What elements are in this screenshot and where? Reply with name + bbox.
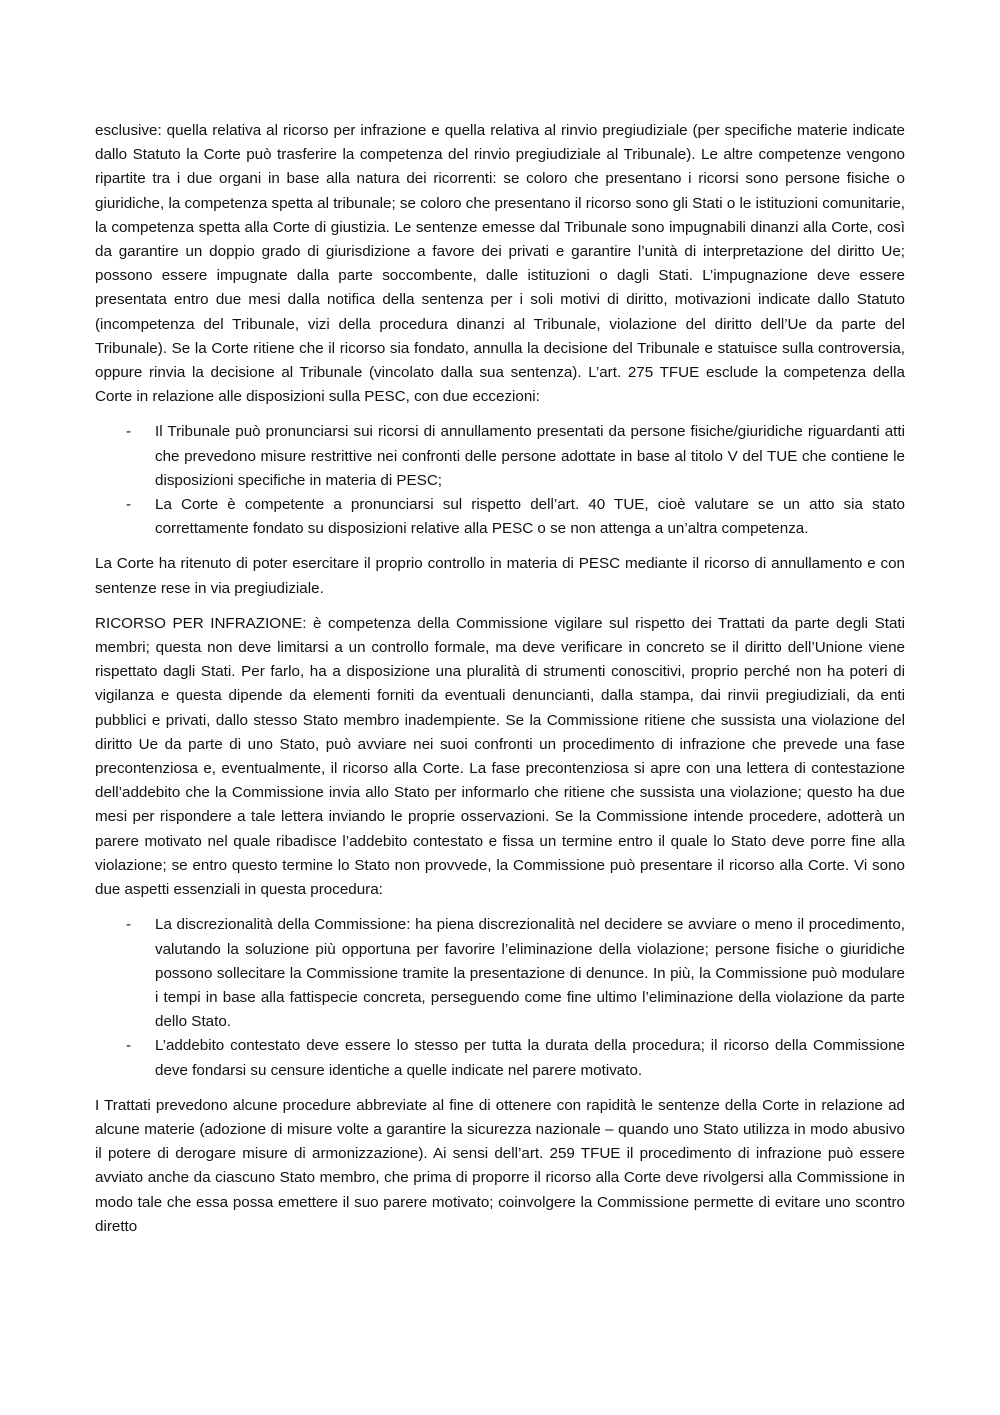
bullet-dash: - <box>126 496 132 514</box>
list-item-text: La discrezionalità della Commissione: ha piena discrezionalità nel decidere se avviare o meno il procedimento, valutando la soluzione più opportuna per favorire l’eliminazione della violazione; persone fisiche o giuridiche possono sollecitare la Commissione tramite la presentazione di denunce. In più, la Commissione può modulare i tempi in base alla fattispecie concreta, perseguendo come fine ultimo l’eliminazione della violazione da parte dello Stato. <box>155 916 905 1031</box>
list-item <box>95 420 905 493</box>
paragraph-ricorso-infrazione: RICORSO PER INFRAZIONE: è competenza della Commissione vigilare sul rispetto dei Trattati da parte degli Stati membri; questa non deve limitarsi a un controllo formale, ma deve verificare in concreto se il diritto dell’Unione viene rispettato dagli Stati. Per farlo, ha a disposizione una pluralità di strumenti conoscitivi, proprio perché non ha poteri di vigilanza e questa dipende da elementi forniti da eventuali denuncianti, dalla stampa, dai rinvii pregiudiziali, da enti pubblici e privati, dallo stesso Stato membro inadempiente. Se la Commissione ritiene che sussista una violazione del diritto Ue da parte di uno Stato, può avviare nei suoi confronti un procedimento di infrazione che prevede una fase precontenziosa e, eventualmente, il ricorso alla Corte. La fase precontenziosa si apre con una lettera di contestazione dell’addebito che la Commissione invia allo Stato per informarlo che ritiene che sussista una violazione; questo ha due mesi per rispondere a tale lettera inviando le proprie osservazioni. Se la Commissione intende procedere, adotterà un parere motivato nel quale ribadisce l’addebito contestato e fissa un termine entro il quale lo Stato deve porre fine alla violazione; se entro questo termine lo Stato non provvede, la Commissione può presentare il ricorso alla Corte. Vi sono due aspetti essenziali in questa procedura: <box>95 614 905 899</box>
list-eccezioni-pesc <box>95 420 905 541</box>
list-item-text: Il Tribunale può pronunciarsi sui ricorsi di annullamento presentati da persone fisiche/giuridiche riguardanti atti che prevedono misure restrittive nei confronti delle persone adottate in base al titolo V del TUE che contiene le disposizioni specifiche in materia di PESC; <box>155 423 905 489</box>
list-item <box>95 1034 905 1082</box>
paragraph-competenze: esclusive: quella relativa al ricorso per infrazione e quella relativa al rinvio pregiudiziale (per specifiche materie indicate dallo Statuto la Corte può trasferire la competenza del rinvio pregiudiziale al Tribunale). Le altre competenze vengono ripartite tra i due organi in base alla natura dei ricorrenti: se coloro che presentano i ricorsi sono persone fisiche o giuridiche, la competenza spetta al tribunale; se coloro che presentano il ricorso sono gli Stati o le istituzioni comunitarie, la competenza spetta alla Corte di giustizia. Le sentenze emesse dal Tribunale sono impugnabili dinanzi alla Corte, così da garantire un doppio grado di giurisdizione a favore dei privati e garantire l’unità di interpretazione del diritto Ue; possono essere impugnate dalla parte soccombente, dalle istituzioni o dagli Stati. L’impugnazione deve essere presentata entro due mesi dalla notifica della sentenza per i soli motivi di diritto, motivazioni indicate dallo Statuto (incompetenza del Tribunale, vizi della procedura dinanzi al Tribunale, violazione del diritto dell’Ue da parte del Tribunale). Se la Corte ritiene che il ricorso sia fondato, annulla la decisione del Tribunale e statuisce sulla controversia, oppure rinvia la decisione al Tribunale (vincolato dalla sua sentenza). L’art. 275 TFUE esclude la competenza della Corte in relazione alle disposizioni sulla PESC, con due eccezioni: <box>95 122 905 406</box>
list-item-text: L’addebito contestato deve essere lo stesso per tutta la durata della procedura; il ricorso della Commissione deve fondarsi su censure identiche a quelle indicate nel parere motivato. <box>155 1037 905 1079</box>
bullet-dash: - <box>126 1037 132 1055</box>
list-item <box>95 493 905 541</box>
list-aspetti-procedura <box>95 913 905 1082</box>
paragraph-controllo-pesc: La Corte ha ritenuto di poter esercitare il proprio controllo in materia di PESC mediante il ricorso di annullamento e con sentenze rese in via pregiudiziale. <box>95 555 905 597</box>
paragraph-procedure-abbreviate: I Trattati prevedono alcune procedure abbreviate al fine di ottenere con rapidità le sentenze della Corte in relazione ad alcune materie (adozione di misure volte a garantire la sicurezza nazionale – quando uno Stato utilizza in modo abusivo il potere di derogare misure di armonizzazione). Ai sensi dell’art. 259 TFUE il procedimento di infrazione può essere avviato anche da ciascuno Stato membro, che prima di proporre il ricorso alla Corte deve rivolgersi alla Commissione in modo tale che essa possa emettere il suo parere motivato; coinvolgere la Commissione permette di evitare uno scontro diretto <box>95 1096 905 1235</box>
list-item <box>95 913 905 1034</box>
document-page <box>95 119 905 1250</box>
bullet-dash: - <box>126 916 132 934</box>
bullet-dash: - <box>126 423 132 441</box>
list-item-text: La Corte è competente a pronunciarsi sul rispetto dell’art. 40 TUE, cioè valutare se un atto sia stato correttamente fondato su disposizioni relative alla PESC o se non attenga a un’altra competenza. <box>155 496 905 538</box>
